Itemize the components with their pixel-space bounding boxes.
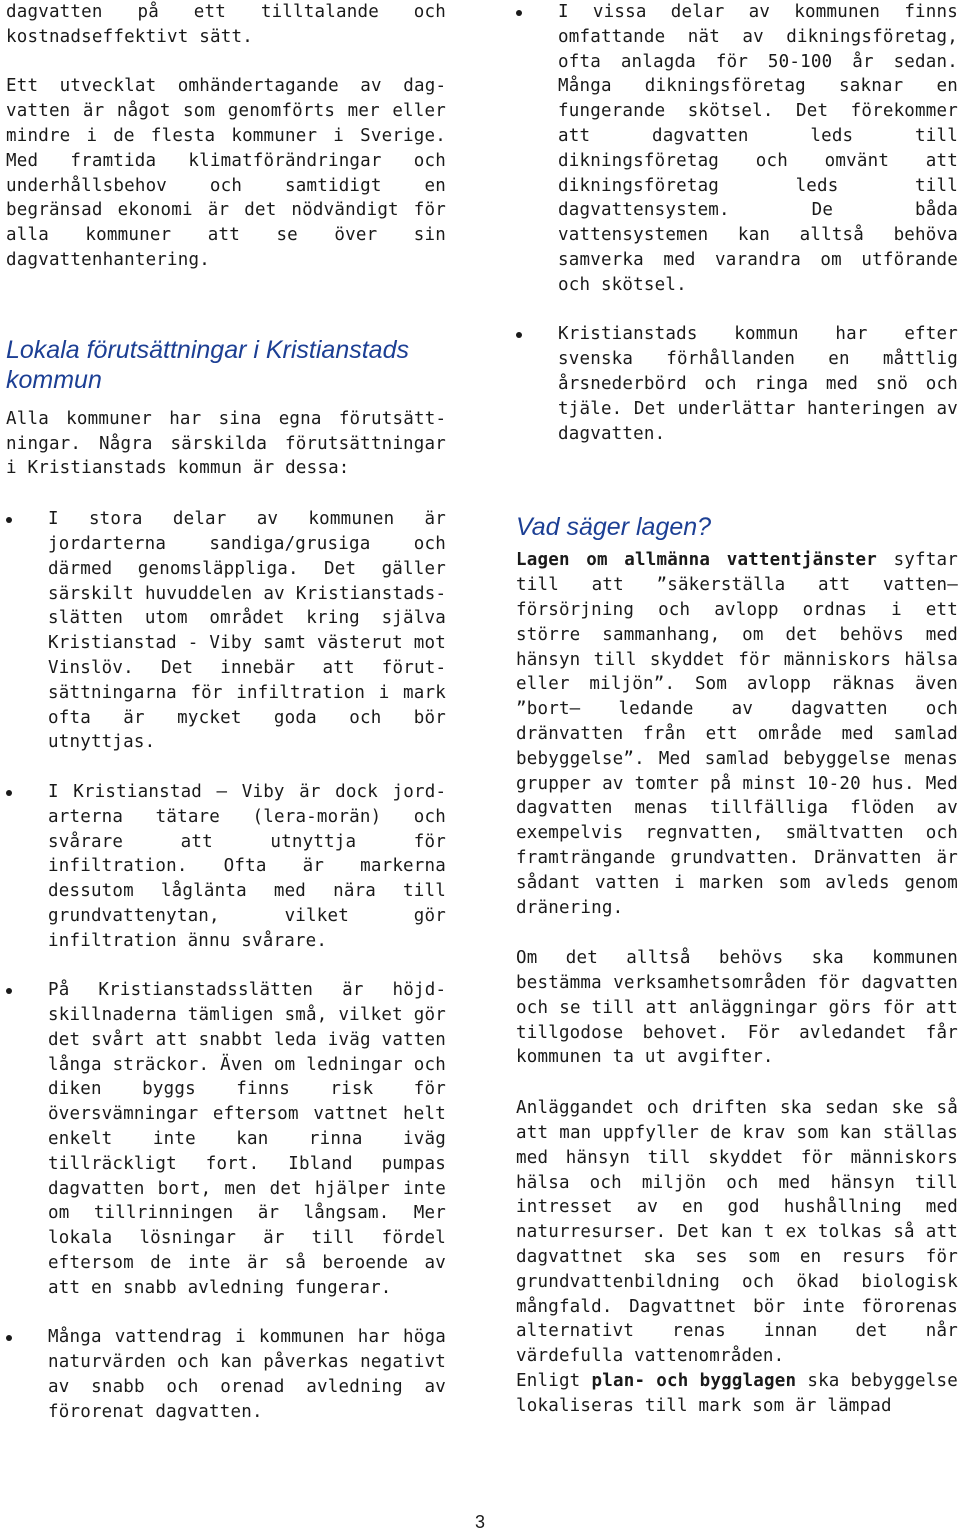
planning-act-prefix: Enligt xyxy=(516,1371,592,1392)
section-heading-local-conditions: Lokala förutsättningar i Kristianstads kommun xyxy=(6,335,409,394)
right-column xyxy=(516,0,958,1419)
law-name: Lagen om allmänna vattentjänster xyxy=(516,550,878,571)
paragraph-operating-areas: Om det alltså behövs ska kommunen bestämma verksamhetsområden för dagvatten och se till att anläggningar görs för att tillgodose behovet. För avledandet får kommunen ta ut avgifter. xyxy=(516,948,958,1068)
paragraph-construction: Anläggandet och driften ska sedan ske så att man uppfyller de krav som kan ställas med hänsyn till skyddet för människors hälsa och miljön och med hänsyn till intresset av en god hushållning med naturresurser. Det kan t ex tolkas så att dagvattnet ska ses som en resurs för grundvattenbildning och ökad biologisk mångfald. Dagvattnet bör inte förorenas alternativt renas innan det når värdefulla vattenområden. xyxy=(516,1098,958,1367)
list-item-text: Kristianstads kommun har efter svenska förhållanden en måttlig årsnederbörd och ringa med snö och tjäle. Det underlättar hanteringen av dagvatten. xyxy=(558,324,958,444)
list-item-text: På Kristianstadsslätten är höjdskillnaderna tämligen små, vilket gör det svårt att snabbt leda iväg vatten långa sträckor. Även om ledningar och diken byggs finns risk för översvämningar eftersom vattnet helt enkelt inte kan rinna iväg tillräckligt fort. Ibland pumpas dagvatten bort, men det hjälper inte om tillrinningen är långsam. Mer lokala lösningar är till fördel eftersom de inte är så beroende av att en snabb avledning fungerar. xyxy=(48,980,446,1298)
list-item-text: I stora delar av kommunen är jordarterna sandiga/grusiga och därmed genomsläppliga. Det gäller särskilt huvuddelen av Kristianstadsslätten utom området kring själva Kristianstad - Viby samt västerut mot Vinslöv. Det innebär att förutsättningarna för infiltration i mark ofta är mycket goda och bör utnyttjas. xyxy=(48,509,446,753)
bullet-icon xyxy=(6,517,12,523)
list-item-text: Många vattendrag i kommunen har höga naturvärden och kan påverkas negativt av snabb och orenad avledning av förorenat dagvatten. xyxy=(48,1327,446,1422)
paragraph-planning-act xyxy=(516,1369,958,1419)
list-item xyxy=(6,507,446,755)
list-item xyxy=(6,1325,446,1424)
bullet-icon xyxy=(6,988,12,994)
intro-tail: dagvatten på ett tilltalande och kostnadseffektivt sätt. xyxy=(6,2,446,47)
law-text: syftar till att ”säkerställa att vatten– försörjning och avlopp ordnas i ett större sammanhang, om det behövs med hänsyn till skyddet för människors hälsa eller miljön”. Som avlopp räknas även ”bort– ledande av dagvatten och dränvatten från ett område med samlad bebyggelse”. Med samlad bebyggelse menas grupper av tomter på minst 10-20 hus. Med dagvatten menas tillfälliga flöden av exempelvis regnvatten, smältvatten och framträngande grundvatten. Dränvatten är sådant vatten i marken som avleds genom dränering. xyxy=(516,550,958,918)
list-item-text: I Kristianstad – Viby är dock jordarterna tätare (lera-morän) och svårare att utnyttja för infiltration. Ofta är markerna dessutom låglänta med nära till grundvattenytan, vilket gör infiltration ännu svårare. xyxy=(48,781,446,951)
left-column xyxy=(6,0,446,1425)
bullet-icon xyxy=(516,10,522,16)
planning-act-name: plan- och bygglagen xyxy=(591,1371,797,1392)
list-item xyxy=(516,322,958,446)
bullet-icon xyxy=(6,790,12,796)
list-item xyxy=(516,0,958,298)
law-paragraph xyxy=(516,548,958,920)
intro-paragraph: Ett utvecklat omhändertagande av dagvatten är något som genomförts mer eller mindre i de flesta kommuner i Sverige. Med framtida klimatförändringar och underhållsbehov och samtidigt en begränsad ekonomi är det nödvändigt för alla kommuner att se över sin dagvattenhantering. xyxy=(6,76,446,270)
local-conditions-list-continued xyxy=(516,0,958,446)
local-conditions-list xyxy=(6,507,446,1424)
bullet-icon xyxy=(6,1335,12,1341)
page-number: 3 xyxy=(474,1512,485,1532)
planning-act-text: ska bebyggelse lokaliseras till mark som är lämpad xyxy=(516,1371,958,1416)
section-heading-law: Vad säger lagen? xyxy=(516,513,712,542)
list-item xyxy=(6,780,446,954)
lead-paragraph: Alla kommuner har sina egna förutsättningar. Några särskilda förutsättningar i Kristianstads kommun är dessa: xyxy=(6,408,446,479)
list-item xyxy=(6,978,446,1300)
list-item-text: I vissa delar av kommunen finns omfattande nät av dikningsföretag, ofta anlagda för 50-100 år sedan. Många dikningsföretag saknar en fungerande skötsel. Det förekommer att dagvatten leds till dikningsföretag och omvänt att dikningsföretag leds till dagvattensystem. De båda vattensystemen kan alltså behöva samverka med varandra om utförande och skötsel. xyxy=(558,2,958,295)
bullet-icon xyxy=(516,332,522,338)
